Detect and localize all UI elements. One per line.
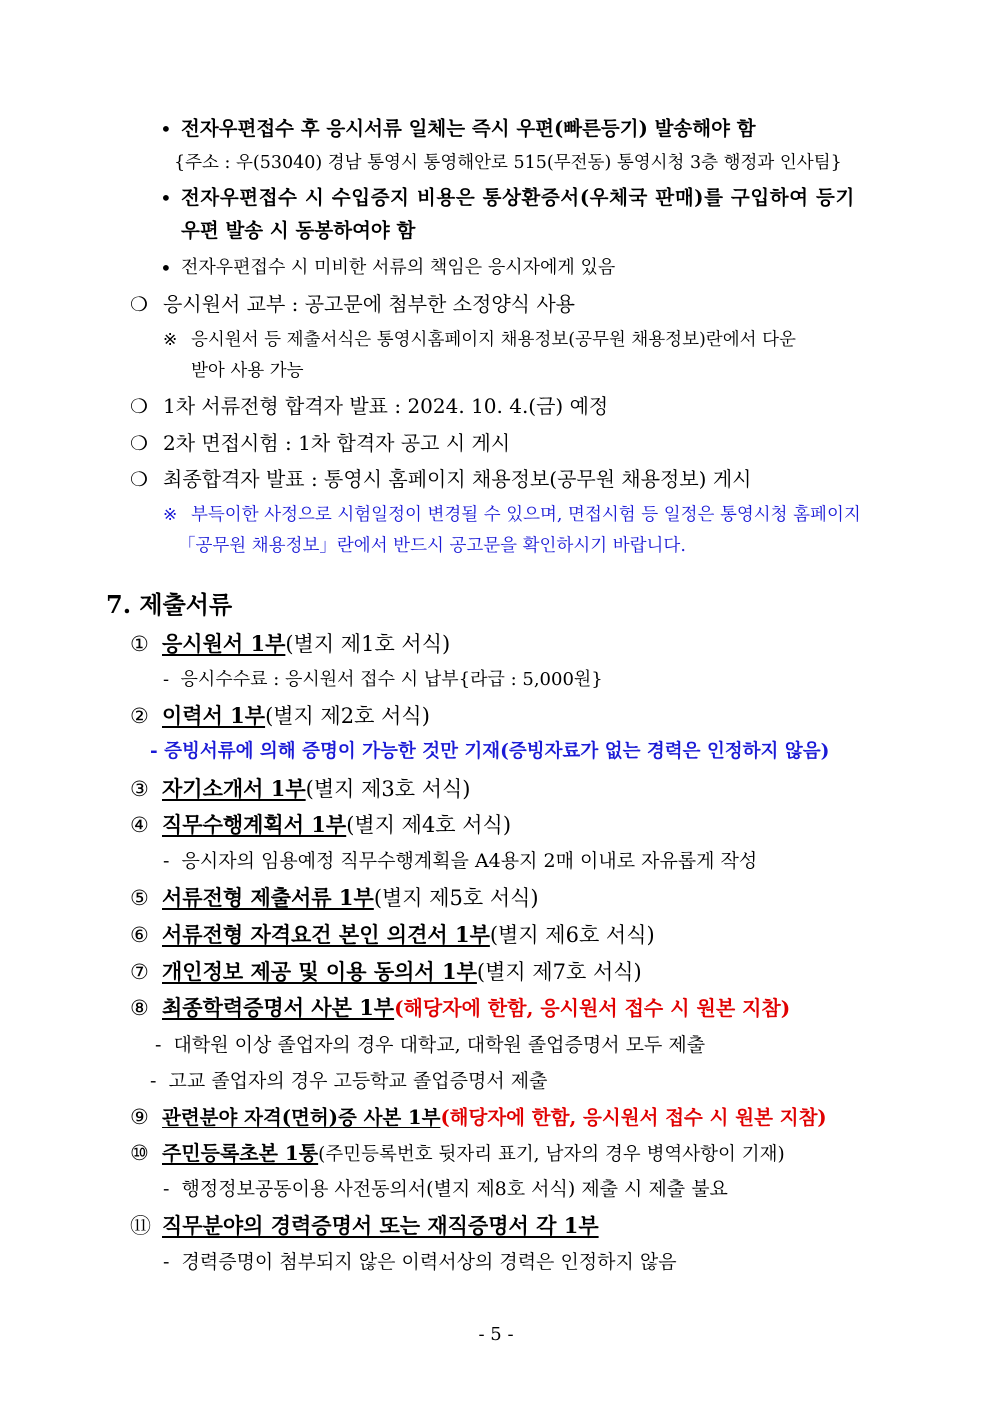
item-number: ④ xyxy=(130,813,149,837)
doc-name: 응시원서 1부 xyxy=(162,631,286,656)
doc-item-4-sub xyxy=(163,846,757,876)
responsibility-note: 전자우편접수 시 미비한 서류의 책임은 응시자에게 있음 xyxy=(181,257,616,278)
section-title: 7. 제출서류 xyxy=(106,590,233,619)
career-note: 경력증명이 첨부되지 않은 이력서상의 경력은 인정하지 않음 xyxy=(181,1251,677,1273)
doc-name: 서류전형 자격요건 본인 의견서 1부 xyxy=(162,922,490,947)
revenue-stamp-note-cont: 우편 발송 시 동봉하여야 함 xyxy=(181,219,416,242)
doc-form: (별지 제2호 서식) xyxy=(265,704,430,728)
item-number: ② xyxy=(130,704,149,728)
item-number: ③ xyxy=(130,777,149,801)
doc-name: 주민등록초본 1통 xyxy=(162,1141,319,1165)
circle-bullet-icon: ❍ xyxy=(130,292,148,316)
mailing-address: {주소 : 우(53040) 경남 통영시 통영해안로 515(무전동) 통영시청 3층 행정과 인사팀} xyxy=(174,153,842,173)
doc-item-10 xyxy=(130,1138,785,1170)
consent-note: 행정정보공동이용 사전동의서(별지 제8호 서식) 제출 시 제출 불요 xyxy=(181,1178,728,1200)
item-number: ⑦ xyxy=(130,960,149,984)
schedule-change-notice-cont: 「공무원 채용정보」란에서 반드시 공고문을 확인하시기 바랍니다. xyxy=(178,536,686,556)
dash: - xyxy=(163,1178,170,1200)
reference-mark-icon: ※ xyxy=(163,505,178,525)
doc-item-11-sub xyxy=(163,1247,677,1277)
circle-bullet-icon: ❍ xyxy=(130,394,148,418)
doc-name: 이력서 1부 xyxy=(162,703,266,728)
doc-item-9 xyxy=(130,1102,827,1133)
doc-item-8-sub-2 xyxy=(150,1066,547,1096)
doc-form: (별지 제3호 서식) xyxy=(305,777,471,801)
doc-item-1-sub xyxy=(163,665,603,695)
doc-item-8-sub-1 xyxy=(155,1030,705,1060)
dash: - xyxy=(150,741,158,762)
bullet-dot: • xyxy=(160,117,172,141)
doc-item-10-sub xyxy=(163,1174,728,1204)
doc-item-4 xyxy=(130,810,511,840)
doc-item-8 xyxy=(130,993,790,1023)
doc-condition: (해당자에 한함, 응시원서 접수 시 원본 지참) xyxy=(394,996,791,1020)
doc-item-5 xyxy=(130,883,539,913)
doc-item-1 xyxy=(130,629,450,659)
doc-name: 서류전형 제출서류 1부 xyxy=(162,885,374,910)
doc-name: 관련분야 자격(면허)증 사본 1부 xyxy=(162,1106,441,1129)
circle-bullet-icon: ❍ xyxy=(130,431,148,455)
dash: - xyxy=(155,1034,162,1056)
item-number: ① xyxy=(130,632,149,656)
second-round-interview: 2차 면접시험 : 1차 합격자 공고 시 게시 xyxy=(163,431,511,455)
graduate-note: 대학원 이상 졸업자의 경우 대학교, 대학원 졸업증명서 모두 제출 xyxy=(173,1034,706,1056)
doc-name: 자기소개서 1부 xyxy=(162,776,306,801)
dash: - xyxy=(150,1070,157,1092)
doc-condition: (해당자에 한함, 응시원서 접수 시 원본 지참) xyxy=(440,1106,827,1129)
first-round-announcement: 1차 서류전형 합격자 발표 : 2024. 10. 4.(금) 예정 xyxy=(163,394,609,418)
doc-item-7 xyxy=(130,957,642,987)
form-distribution: 응시원서 교부 : 공고문에 첨부한 소정양식 사용 xyxy=(163,292,575,316)
doc-item-2 xyxy=(130,701,430,731)
revenue-stamp-note: 전자우편접수 시 수입증지 비용은 통상환증서(우체국 판매)를 구입하여 등기 xyxy=(181,186,855,209)
schedule-change-notice: 부득이한 사정으로 시험일정이 변경될 수 있으며, 면접시험 등 일정은 통영시청 홈페이지 xyxy=(191,505,861,525)
dash: - xyxy=(163,1251,170,1273)
final-announcement: 최종합격자 발표 : 통영시 홈페이지 채용정보(공무원 채용정보) 게시 xyxy=(163,467,752,491)
career-evidence-note: 증빙서류에 의해 증명이 가능한 것만 기재(증빙자료가 없는 경력은 인정하지 않음) xyxy=(164,741,830,762)
form-note: 응시원서 등 제출서식은 통영시홈페이지 채용정보(공무원 채용정보)란에서 다운 xyxy=(191,330,796,350)
doc-item-6 xyxy=(130,920,655,950)
item-number: ⑥ xyxy=(130,923,149,947)
item-number: ⑤ xyxy=(130,886,149,910)
item-number: ⑨ xyxy=(130,1105,149,1129)
doc-form: (별지 제6호 서식) xyxy=(489,923,655,947)
doc-name: 직무분야의 경력증명서 또는 재직증명서 각 1부 xyxy=(162,1213,599,1238)
fee-note: 응시수수료 : 응시원서 접수 시 납부{라급 : 5,000원} xyxy=(180,669,603,690)
doc-name: 최종학력증명서 사본 1부 xyxy=(162,995,395,1020)
doc-item-2-sub xyxy=(150,737,829,767)
form-note-cont: 받아 사용 가능 xyxy=(191,361,304,381)
email-submission-note: 전자우편접수 후 응시서류 일체는 즉시 우편(빠른등기) 발송해야 함 xyxy=(181,117,756,140)
doc-form: (별지 제1호 서식) xyxy=(285,632,451,656)
dash: - xyxy=(163,669,170,690)
plan-note: 응시자의 임용예정 직무수행계획을 A4용지 2매 이내로 자유롭게 작성 xyxy=(181,850,758,872)
bullet-dot: • xyxy=(160,256,172,280)
doc-form: (주민등록번호 뒷자리 표기, 남자의 경우 병역사항이 기재) xyxy=(318,1144,785,1165)
doc-item-11 xyxy=(130,1211,599,1241)
item-number: ⑩ xyxy=(130,1141,149,1165)
doc-item-3 xyxy=(130,774,470,804)
doc-form: (별지 제5호 서식) xyxy=(373,886,539,910)
reference-mark-icon: ※ xyxy=(163,330,178,350)
bullet-dot: • xyxy=(160,186,172,210)
doc-form: (별지 제7호 서식) xyxy=(476,960,642,984)
dash: - xyxy=(163,850,170,872)
circle-bullet-icon: ❍ xyxy=(130,467,148,491)
item-number: ⑧ xyxy=(130,996,149,1020)
doc-form: (별지 제4호 서식) xyxy=(346,813,512,837)
page-number: - 5 - xyxy=(478,1324,514,1345)
doc-name: 개인정보 제공 및 이용 동의서 1부 xyxy=(162,959,477,984)
item-number: ⑪ xyxy=(130,1214,151,1238)
highschool-note: 고교 졸업자의 경우 고등학교 졸업증명서 제출 xyxy=(168,1070,548,1092)
doc-name: 직무수행계획서 1부 xyxy=(162,812,347,837)
